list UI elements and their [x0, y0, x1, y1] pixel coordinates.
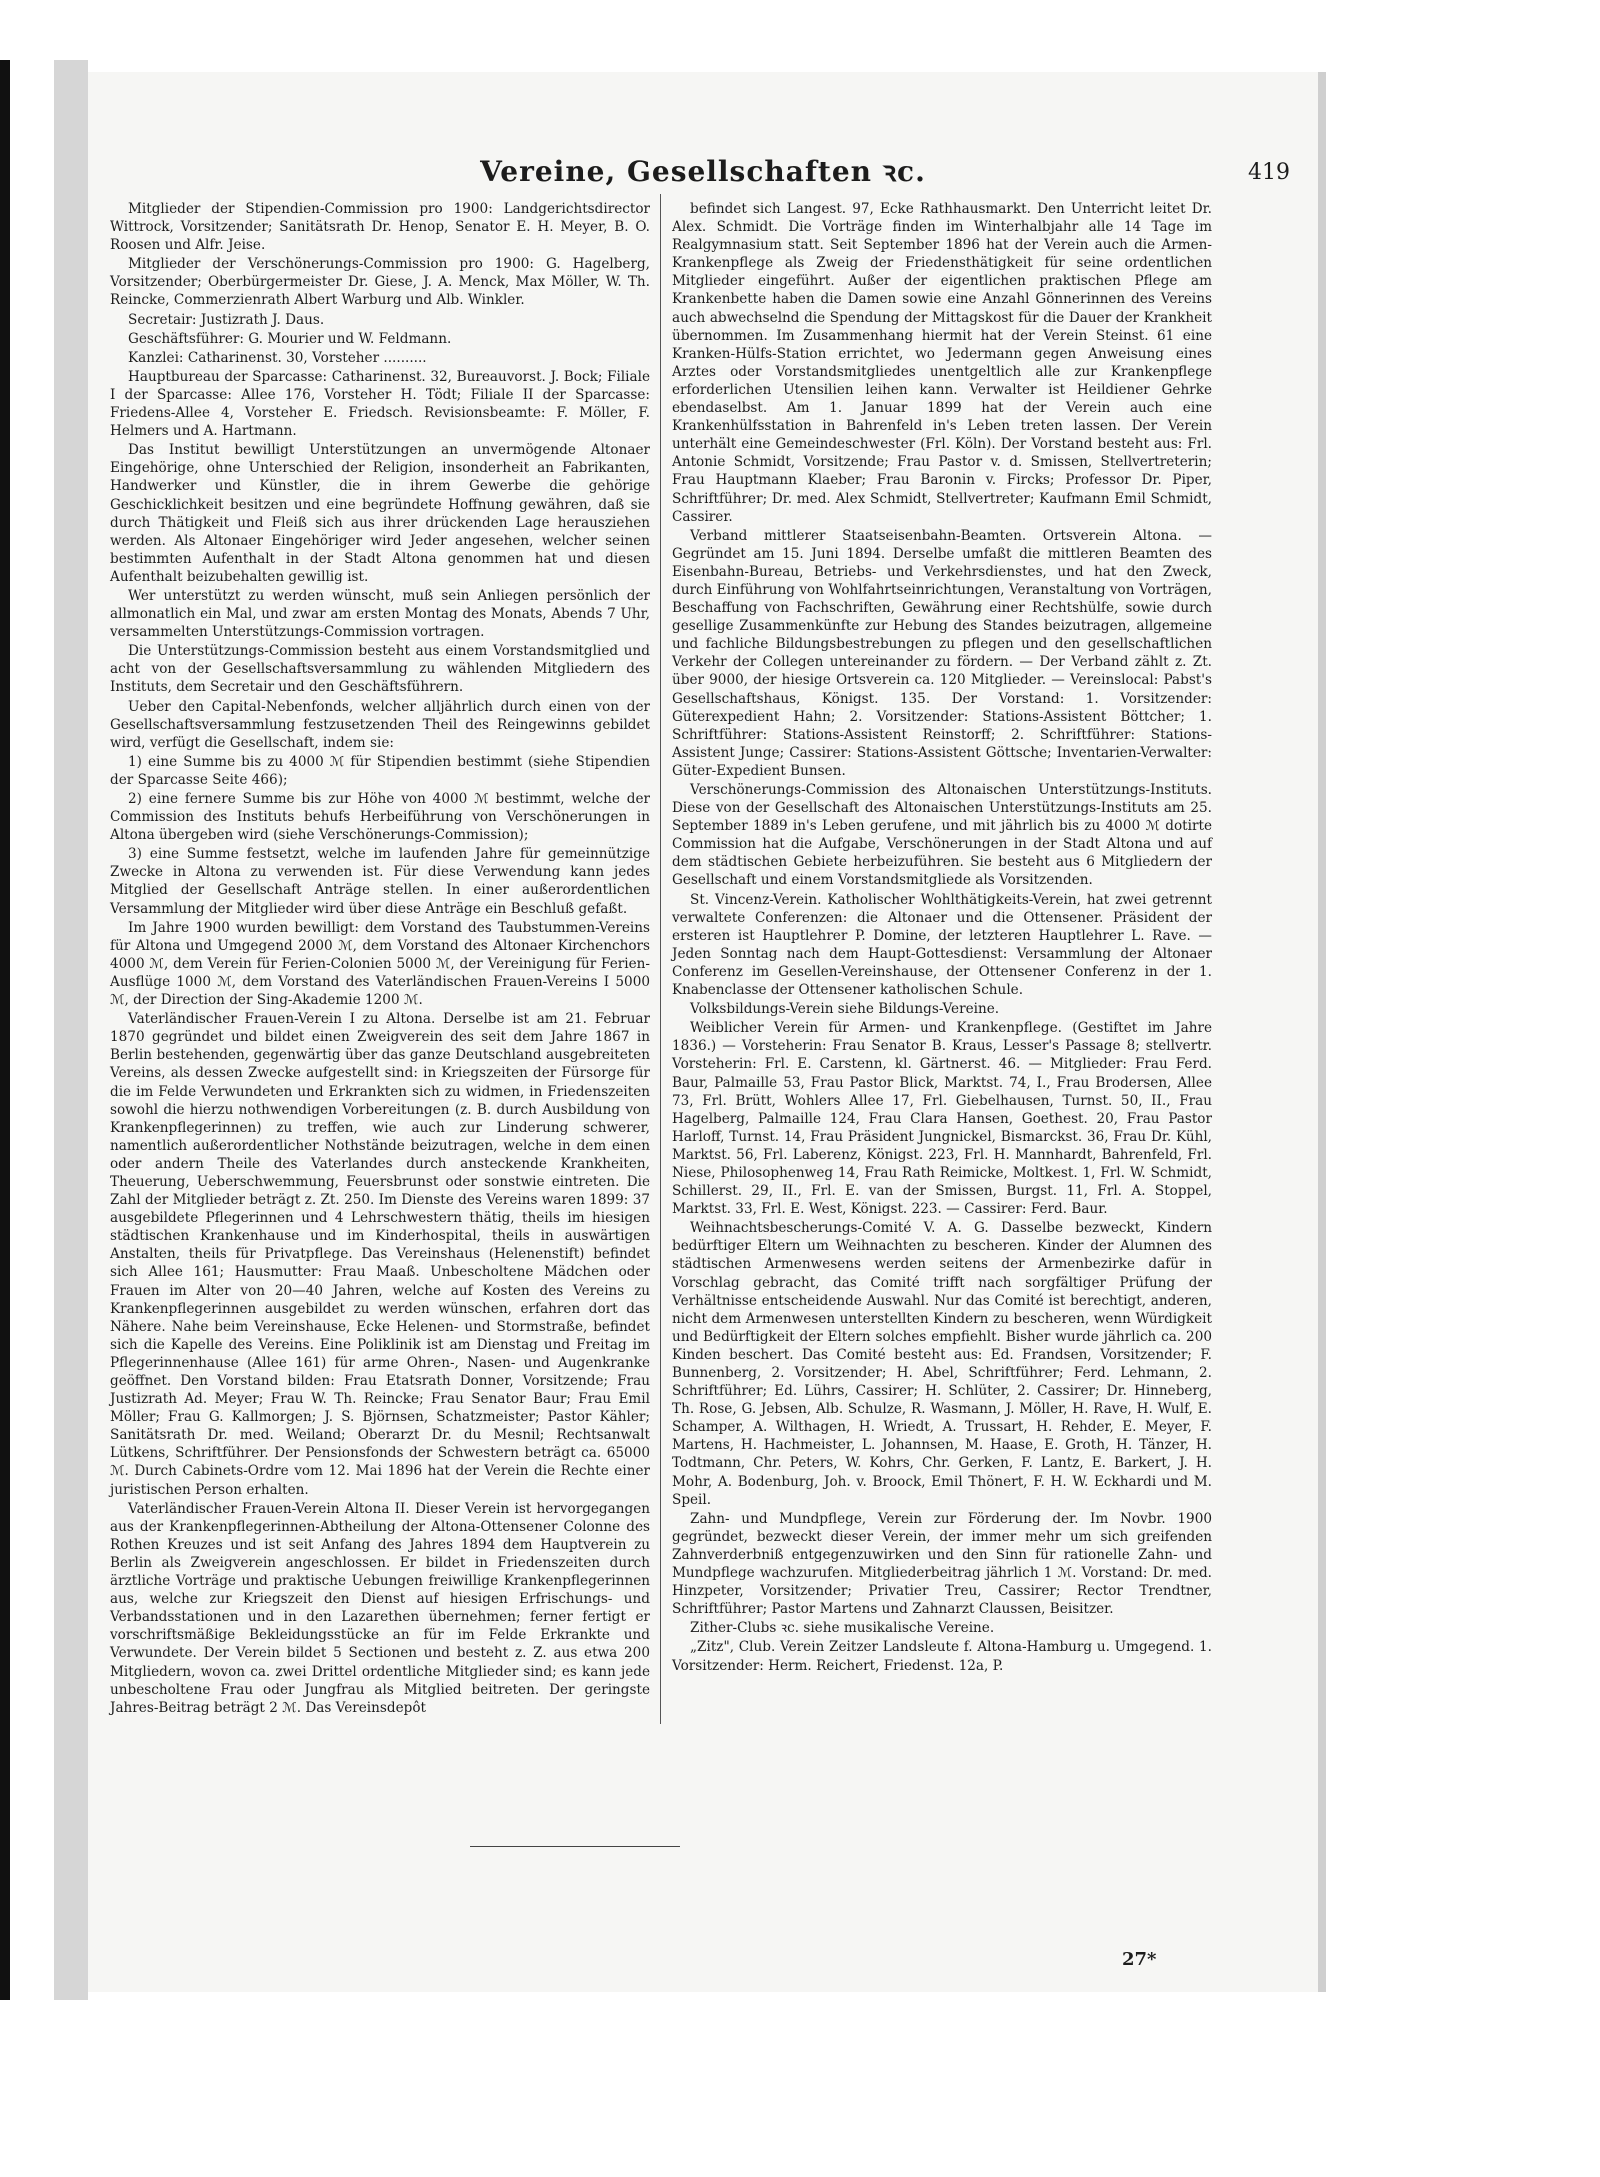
page-title: Vereine, Gesellschaften ꝛc.: [480, 155, 926, 188]
paragraph: Vaterländischer Frauen-Verein I zu Altona. Derselbe ist am 21. Februar 1870 gegründet und bildet einen Zweigverein des seit dem Jahre 1867 in Berlin bestehenden, gegenwärtig über das ganze Deutschland ausgebreiteten Vereins, als dessen Zwecke aufgestellt sind: in Kriegszeiten der Fürsorge für die im Felde Verwundeten und Erkrankten sich zu widmen, in Friedenszeiten sowohl die hierzu nothwendigen Vorbereitungen (z. B. durch Ausbildung von Krankenpflegerinnen) zu treffen, wie auch zur Linderung schwerer, namentlich außerordentlicher Nothstände beizutragen, welche in dem einen oder andern Theile des Vaterlandes durch ansteckende Krankheiten, Theuerung, Ueberschwemmung, Feuersbrunst oder sonstwie eintreten. Die Zahl der Mitglieder beträgt z. Zt. 250. Im Dienste des Vereins waren 1899: 37 ausgebildete Pflegerinnen und 4 Lehrschwestern thätig, theils im hiesigen städtischen Krankenhause und im Kinderhospital, theils in auswärtigen Anstalten, theils für Privatpflege. Das Vereinshaus (Helenenstift) befindet sich Allee 161; Hausmutter: Frau Maaß. Unbescholtene Mädchen oder Frauen im Alter von 20—40 Jahren, welche auf Kosten des Vereins zu Krankenpflegerinnen ausgebildet zu werden wünschen, erfahren dort das Nähere. Nahe beim Vereinshause, Ecke Helenen- und Stormstraße, befindet sich die Kapelle des Vereins. Eine Poliklinik ist am Dienstag und Freitag im Pflegerinnenhause (Allee 161) für arme Ohren-, Nasen- und Augenkranke geöffnet. Den Vorstand bilden: Frau Etatsrath Donner, Vorsitzende; Frau Justizrath Ad. Meyer; Frau W. Th. Reincke; Frau Senator Baur; Frau Emil Möller; Frau G. Kallmorgen; J. S. Björnsen, Schatzmeister; Pastor Kähler; Sanitätsrath Dr. med. Weiland; Oberarzt Dr. du Mesnil; Rechtsanwalt Lütkens, Schriftführer. Der Pensionsfonds der Schwestern beträgt ca. 65000 ℳ. Durch Cabinets-Ordre vom 12. Mai 1896 hat der Verein die Rechte einer juristischen Person erhalten.: [110, 1011, 650, 1498]
paragraph: Ueber den Capital-Nebenfonds, welcher alljährlich durch einen von der Gesellschaftsversammlung festzusetzenden Theil des Reingewinns gebildet wird, verfügt die Gesellschaft, indem sie:: [110, 698, 650, 751]
paragraph: Im Jahre 1900 wurden bewilligt: dem Vorstand des Taubstummen-Vereins für Altona und Umgegend 2000 ℳ, dem Vorstand des Altonaer Kirchenchors 4000 ℳ, dem Verein für Ferien-Colonien 5000 ℳ, der Vereinigung für Ferien-Ausflüge 1000 ℳ, dem Vorstand des Vaterländischen Frauen-Vereins I 5000 ℳ, der Direction der Sing-Akademie 1200 ℳ.: [110, 919, 650, 1009]
paragraph: St. Vincenz-Verein. Katholischer Wohlthätigkeits-Verein, hat zwei getrennt verwaltete Conferenzen: die Altonaer und die Ottensener. Präsident der ersteren ist Hauptlehrer P. Domine, der letzteren Hauptlehrer L. Rave. — Jeden Sonntag nach dem Haupt-Gottesdienst: Versammlung der Altonaer Conferenz im Gesellen-Vereinshause, der Ottensener Conferenz in der 1. Knabenclasse der Ottensener katholischen Schule.: [672, 891, 1212, 999]
paragraph: Mitglieder der Verschönerungs-Commission pro 1900: G. Hagelberg, Vorsitzender; Oberbürgermeister Dr. Giese, J. A. Menck, Max Möller, W. Th. Reincke, Commerzienrath Albert Warburg und Alb. Winkler.: [110, 256, 650, 309]
paragraph: Verband mittlerer Staatseisenbahn-Beamten. Ortsverein Altona. — Gegründet am 15. Juni 1894. Derselbe umfaßt die mittleren Beamten des Eisenbahn-Bureau, Betriebs- und Verkehrsdienstes, und hat den Zweck, durch Einführung von Wohlfahrtseinrichtungen, Veranstaltung von Vorträgen, Beschaffung von Fachschriften, Gewährung einer Rechtshülfe, sowie durch gesellige Zusammenkünfte zur Hebung des Standes beizutragen, allgemeine und fachliche Bildungsbestrebungen zu pflegen und den gesellschaftlichen Verkehr der Collegen untereinander zu fördern. — Der Verband zählt z. Zt. über 9000, der hiesige Ortsverein ca. 120 Mitglieder. — Vereinslocal: Pabst's Gesellschaftshaus, Königst. 135. Der Vorstand: 1. Vorsitzender: Güterexpedient Hahn; 2. Vorsitzender: Stations-Assistent Böttcher; 1. Schriftführer: Stations-Assistent Reinstorff; 2. Schriftführer: Stations-Assistent Junge; Cassirer: Stations-Assistent Göttsche; Inventarien-Verwalter: Güter-Expedient Bunsen.: [672, 527, 1212, 779]
paragraph: Vaterländischer Frauen-Verein Altona II. Dieser Verein ist hervorgegangen aus der Krankenpflegerinnen-Abtheilung der Altona-Ottensener Colonne des Rothen Kreuzes und ist seit Anfang des Jahres 1894 dem Hauptverein zu Berlin als Zweigverein angeschlossen. Er bildet in Friedenszeiten durch ärztliche Vorträge und praktische Uebungen freiwillige Krankenpflegerinnen aus, welche zur Kriegszeit den Dienst auf hiesigen Erfrischungs- und Verbandsstationen und in den Lazarethen übernehmen; ferner fertigt er vorschriftsmäßige Bekleidungsstücke an für im Felde Erkrankte und Verwundete. Der Verein bildet 5 Sectionen und besteht z. Z. aus etwa 200 Mitgliedern, wovon ca. zwei Drittel ordentliche Mitglieder sind; es kann jede unbescholtene Frau oder Jungfrau als Mitglied beitreten. Der geringste Jahres-Beitrag beträgt 2 ℳ. Das Vereinsdepôt: [110, 1500, 650, 1716]
paragraph: Hauptbureau der Sparcasse: Catharinenst. 32, Bureauvorst. J. Bock; Filiale I der Sparcasse: Allee 176, Vorsteher H. Tödt; Filiale II der Sparcasse: Friedens-Allee 4, Vorsteher E. Friedsch. Revisionsbeamte: F. Möller, F. Helmers und A. Hartmann.: [110, 368, 650, 440]
paragraph: 3) eine Summe festsetzt, welche im laufenden Jahre für gemeinnützige Zwecke in Altona zu verwenden ist. Für diese Verwendung kann jedes Mitglied der Gesellschaft Anträge stellen. In einer außerordentlichen Versammlung der Mitglieder wird über diese Anträge ein Beschluß gefaßt.: [110, 846, 650, 917]
right-column: [672, 200, 1212, 1676]
paragraph: Verschönerungs-Commission des Altonaischen Unterstützungs-Instituts. Diese von der Gesellschaft des Altonaischen Unterstützungs-Instituts am 25. September 1889 in's Leben gerufene, und mit jährlich bis zu 4000 ℳ dotirte Commission hat die Aufgabe, Verschönerungen in der Stadt Altona und auf dem städtischen Gebiete herbeizuführen. Sie besteht aus 6 Mitgliedern der Gesellschaft und einem Vorstandsmitgliede als Vorsitzenden.: [672, 782, 1212, 889]
page-header: [88, 152, 1318, 192]
paragraph: „Zitz", Club. Verein Zeitzer Landsleute f. Altona-Hamburg u. Umgegend. 1. Vorsitzender: Herm. Reichert, Friedenst. 12a, P.: [672, 1639, 1212, 1674]
scan-edge-gray: [54, 60, 88, 2000]
paragraph: Volksbildungs-Verein siehe Bildungs-Vereine.: [690, 1001, 1000, 1018]
paragraph: Zither-Clubs ꝛc. siehe musikalische Vereine.: [690, 1620, 995, 1637]
document-page: [88, 72, 1326, 1992]
footer-rule: [470, 1846, 680, 1847]
paragraph: Zahn- und Mundpflege, Verein zur Förderung der. Im Novbr. 1900 gegründet, bezweckt dieser Verein, der immer mehr um sich greifenden Zahnverderbniß entgegenzuwirken und den Sinn für rationelle Zahn- und Mundpflege wachzurufen. Mitgliederbeitrag jährlich 1 ℳ. Vorstand: Dr. med. Hinzpeter, Vorsitzender; Privatier Treu, Cassirer; Rector Trendtner, Schriftführer; Pastor Martens und Zahnarzt Claussen, Beisitzer.: [672, 1510, 1212, 1618]
paragraph: Weiblicher Verein für Armen- und Krankenpflege. (Gestiftet im Jahre 1836.) — Vorsteherin: Frau Senator B. Kraus, Lesser's Passage 8; stellvertr. Vorsteherin: Frl. E. Carstenn, kl. Gärtnerst. 46. — Mitglieder: Frau Ferd. Baur, Palmaille 53, Frau Pastor Blick, Marktst. 74, I., Frau Brodersen, Allee 73, Frl. Brütt, Wohlers Allee 17, Frl. Giebelhausen, Turnst. 50, II., Frau Hagelberg, Palmaille 124, Frau Clara Hansen, Goethest. 20, Frau Pastor Harloff, Turnst. 14, Frau Präsident Jungnickel, Bismarckst. 36, Frau Dr. Kühl, Marktst. 56, Frl. Laberenz, Königst. 223, Frl. H. Mannhardt, Bahrenfeld, Frl. Niese, Philosophenweg 14, Frau Rath Reimicke, Moltkest. 1, Frl. W. Schmidt, Schillerst. 29, II., Frl. E. van der Smissen, Burgst. 11, Frl. A. Stoppel, Marktst. 33, Frl. E. West, Königst. 223. — Cassirer: Ferd. Baur.: [672, 1020, 1212, 1218]
scan-edge-dark: [0, 60, 10, 2000]
paragraph: befindet sich Langest. 97, Ecke Rathhausmarkt. Den Unterricht leitet Dr. Alex. Schmidt. Die Vorträge finden im Winterhalbjahr alle 14 Tage im Realgymnasium statt. Seit September 1896 hat der Verein auch die Armen-Krankenpflege als Zweig der Friedensthätigkeit für seine ordentlichen Mitglieder eingeführt. Außer der eigentlichen praktischen Pflege am Krankenbette haben die Damen sowie eine Anzahl Gönnerinnen des Vereins auch abwechselnd die Spendung der Mittagskost für die Dauer der Krankheit übernommen. Im Zusammenhang hiermit hat der Verein Steinst. 61 eine Kranken-Hülfs-Station errichtet, wo Jedermann gegen Anweisung eines Arztes oder Vorstandsmitgliedes unentgeltlich alle zur Krankenpflege erforderlichen Utensilien leihen kann. Verwalter ist Heildiener Gehrke ebendaselbst. Am 1. Januar 1899 hat der Verein auch eine Krankenhülfsstation in Bahrenfeld in's Leben treten lassen. Der Verein unterhält eine Gemeindeschwester (Frl. Köln). Der Vorstand besteht aus: Frl. Antonie Schmidt, Vorsitzende; Frau Pastor v. d. Smissen, Stellvertreterin; Frau Hauptmann Klaeber; Frau Baronin v. Fircks; Professor Dr. Piper, Schriftführer; Dr. med. Alex Schmidt, Stellvertreter; Kaufmann Emil Schmidt, Cassirer.: [672, 201, 1212, 525]
paragraph: Wer unterstützt zu werden wünscht, muß sein Anliegen persönlich der allmonatlich ein Mal, und zwar am ersten Montag des Monats, Abends 7 Uhr, versammelten Unterstützungs-Commission vortragen.: [110, 587, 650, 641]
paragraph: 2) eine fernere Summe bis zur Höhe von 4000 ℳ bestimmt, welche der Commission des Instituts behufs Herbeiführung von Verschönerungen in Altona übergeben wird (siehe Verschönerungs-Commission);: [110, 791, 650, 844]
page-number: 419: [1248, 160, 1290, 185]
paragraph: Secretair: Justizrath J. Daus.: [128, 311, 325, 328]
paragraph: Mitglieder der Stipendien-Commission pro 1900: Landgerichtsdirector Wittrock, Vorsitzender; Sanitätsrath Dr. Henop, Senator E. H. Meyer, B. O. Roosen und Alfr. Jeise.: [110, 201, 650, 254]
left-column: [110, 200, 650, 1718]
paragraph: Weihnachtsbescherungs-Comité V. A. G. Dasselbe bezweckt, Kindern bedürftiger Eltern um Weihnachten zu bescheren. Kinder der Alumnen des städtischen Armenwesens werden seitens der Armenbezirke dafür in Vorschlag gebracht, das Comité trifft nach sorgfältiger Prüfung der Verhältnisse entscheidende Auswahl. Nur das Comité ist berechtigt, anderen, nicht dem Armenwesen unterstellten Kindern zu bescheren, wenn Würdigkeit und Bedürftigkeit der Eltern solches empfiehlt. Bisher wurde jährlich ca. 200 Kinden beschert. Das Comité besteht aus: Ed. Frandsen, Vorsitzender; F. Bunnenberg, 2. Vorsitzender; H. Abel, Schriftführer; Ferd. Lehmann, 2. Schriftführer; Ed. Lührs, Cassirer; H. Schlüter, 2. Cassirer; Dr. Hinneberg, Th. Rose, G. Jebsen, Alb. Schulze, R. Wasmann, J. Möller, H. Rave, H. Wulf, E. Schamper, A. Wilthagen, H. Wriedt, A. Trussart, H. Rehder, E. Meyer, F. Martens, H. Hachmeister, L. Johannsen, M. Haase, E. Groth, H. Tänzer, H. Todtmann, Chr. Peters, W. Kohrs, Chr. Gerken, F. Lantz, E. Barkert, J. H. Mohr, A. Bodenburg, Joh. v. Broock, Emil Thönert, F. H. W. Eckhardi und M. Speil.: [672, 1220, 1212, 1508]
signature-mark: 27*: [1122, 1949, 1157, 1970]
paragraph: Das Institut bewilligt Unterstützungen an unvermögende Altonaer Eingehörige, ohne Unterschied der Religion, insonderheit an Fabrikanten, Handwerker und Künstler, die in ihrem Gewerbe die gehörige Geschicklichkeit besitzen und eine begründete Hoffnung gewähren, daß sie durch Thätigkeit und Fleiß sich aus ihrer drückenden Lage herausziehen werden. Als Altonaer Eingehöriger wird Jeder angesehen, welcher seinen bestimmten Aufenthalt in der Stadt Altona genommen hat und diesen Aufenthalt beizubehalten gewillig ist.: [110, 442, 650, 585]
paragraph: Die Unterstützungs-Commission besteht aus einem Vorstandsmitglied und acht von der Gesellschaftsversammlung zu wählenden Mitgliedern des Instituts, dem Secretair und den Geschäftsführern.: [110, 643, 650, 696]
paragraph: 1) eine Summe bis zu 4000 ℳ für Stipendien bestimmt (siehe Stipendien der Sparcasse Seite 466);: [110, 753, 650, 788]
paragraph: Kanzlei: Catharinenst. 30, Vorsteher ..........: [128, 349, 427, 366]
column-divider: [660, 194, 661, 1724]
paragraph: Geschäftsführer: G. Mourier und W. Feldmann.: [128, 330, 452, 347]
